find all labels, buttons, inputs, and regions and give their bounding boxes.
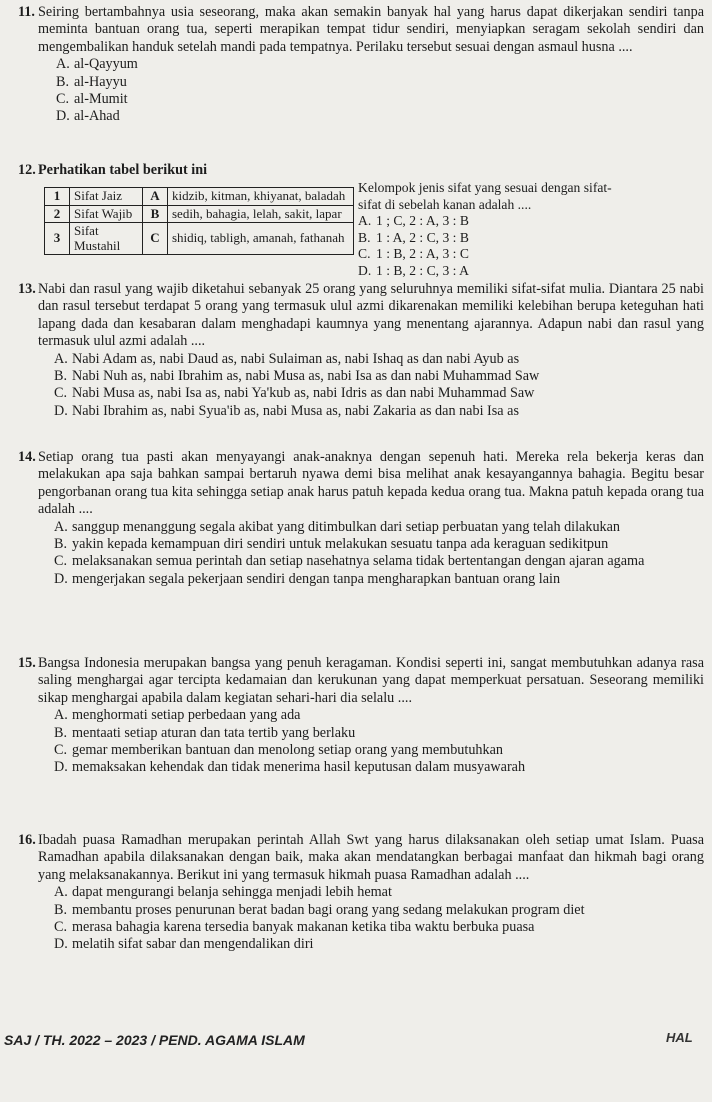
question-14 [18, 449, 704, 588]
option-d[interactable]: D. melatih sifat sabar dan mengendalikan diri [54, 936, 314, 953]
option-b[interactable]: B. Nabi Nuh as, nabi Ibrahim as, nabi Musa as, nabi Isa as dan nabi Muhammad Saw [54, 368, 540, 385]
question-number: 11. [18, 4, 35, 20]
option-a[interactable]: A. 1 ; C, 2 : A, 3 : B [358, 213, 469, 229]
table-row: 1 Sifat Jaiz A kidzib, kitman, khiyanat, baladah [45, 188, 354, 206]
question-11 [18, 4, 704, 126]
option-c[interactable]: C. melaksanakan semua perintah dan setiap nasehatnya selama tidak bertentangan dengan ajaran agama [54, 553, 645, 570]
question-number: 14. [18, 449, 36, 465]
question-stem: Bangsa Indonesia merupakan bangsa yang penuh keragaman. Kondisi seperti ini, sangat membutuhkan adanya rasa saling menghargai agar tercipta kedamaian dan kerukunan yang dapat memperkuat persatuan. Seseorang memiliki sikap menghargai apabila dalam kegiatan sehari-hari dia selalu .... [38, 655, 704, 706]
question-16 [18, 832, 704, 954]
question-stem: Setiap orang tua pasti akan menyayangi anak-anaknya dengan sepenuh hati. Mereka rela bekerja keras dan melakukan apa saja bahkan sampai bertaruh nyawa demi bisa melihat anak kesayangannya bahagia. Begitu besar pengorbanan orang tua kita sehingga setiap anak harus patuh kepada kedua orang tua. Makna patuh kepada orang tua adalah .... [38, 449, 704, 518]
option-a[interactable]: A. sanggup menanggung segala akibat yang ditimbulkan dari setiap perbuatan yang telah dilakukan [54, 518, 621, 535]
option-c[interactable]: C. 1 : B, 2 : A, 3 : C [358, 246, 469, 262]
table-row: 3 Sifat Mustahil C shidiq, tabligh, amanah, fathanah [45, 223, 354, 255]
option-d[interactable]: D. 1 : B, 2 : C, 3 : A [358, 262, 469, 278]
question-number: 15. [18, 655, 36, 671]
option-a[interactable]: A. dapat mengurangi belanja sehingga menjadi lebih hemat [54, 884, 392, 901]
option-a[interactable]: A. menghormati setiap perbedaan yang ada [54, 707, 301, 724]
question-15 [18, 655, 704, 777]
option-d[interactable]: D. al-Ahad [56, 108, 120, 125]
option-b[interactable]: B. yakin kepada kemampuan diri sendiri untuk melakukan sesuatu tanpa ada keraguan sedikitpun [54, 536, 609, 553]
footer-page-label: HAL [666, 1030, 693, 1045]
option-d[interactable]: D. mengerjakan segala pekerjaan sendiri dengan tanpa mengharapkan bantuan orang lain [54, 570, 561, 587]
option-d[interactable]: D. Nabi Ibrahim as, nabi Syua'ib as, nabi Musa as, nabi Zakaria as dan nabi Isa as [54, 402, 519, 419]
question-stem: Nabi dan rasul yang wajib diketahui sebanyak 25 orang yang seluruhnya memiliki sifat-sifat mulia. Diantara 25 nabi dan rasul tersebut terdapat 5 orang yang termasuk ulul azmi dikarenakan memiliki kelebihan berupa keteguhan hati lapang dada dan kesabaran dalam menghadapi kaumnya yang menentang ajarannya. Adapun nabi dan rasul yang termasuk ulul azmi adalah .... [38, 281, 704, 350]
option-b[interactable]: B. al-Hayyu [56, 73, 127, 90]
option-b[interactable]: B. mentaati setiap aturan dan tata tertib yang berlaku [54, 724, 356, 741]
option-b[interactable]: B. 1 : A, 2 : C, 3 : B [358, 229, 469, 245]
question-number: 16. [18, 832, 36, 848]
question-number: 13. [18, 281, 36, 297]
option-c[interactable]: C. merasa bahagia karena tersedia banyak makanan ketika tiba waktu berbuka puasa [54, 919, 535, 936]
question-stem: Ibadah puasa Ramadhan merupakan perintah Allah Swt yang harus dilaksanakan oleh setiap umat Islam. Puasa Ramadhan apabila dilaksanakan dengan baik, maka akan mendatangkan berbagai manfaat dan hikmah bagi orang yang melaksanakannya. Berikut ini yang termasuk hikmah puasa Ramadhan adalah .... [38, 832, 704, 883]
sifat-table [44, 187, 354, 255]
option-a[interactable]: A. al-Qayyum [56, 56, 138, 73]
table-row: 2 Sifat Wajib B sedih, bahagia, lelah, sakit, lapar [45, 205, 354, 223]
option-d[interactable]: D. memaksakan kehendak dan tidak menerima hasil keputusan dalam musyawarah [54, 759, 526, 776]
question-stem: Perhatikan tabel berikut ini [38, 162, 208, 178]
option-b[interactable]: B. membantu proses penurunan berat badan bagi orang yang sedang melakukan program diet [54, 901, 585, 918]
question-stem: Seiring bertambahnya usia seseorang, maka akan semakin banyak hal yang harus dapat dikerjakan sendiri tanpa meminta bantuan orang tua, seperti merapikan tempat tidur sendiri, menyiapkan seragam sekolah sendiri dan mengembalikan handuk setelah mandi pada tempatnya. Perilaku tersebut sesuai dengan asmaul husna .... [38, 4, 704, 55]
option-a[interactable]: A. Nabi Adam as, nabi Daud as, nabi Sulaiman as, nabi Ishaq as dan nabi Ayub as [54, 350, 520, 367]
option-c[interactable]: C. Nabi Musa as, nabi Isa as, nabi Ya'kub as, nabi Idris as dan nabi Muhammad Saw [54, 385, 535, 402]
option-c[interactable]: C. gemar memberikan bantuan dan menolong setiap orang yang membutuhkan [54, 742, 504, 759]
question-13 [18, 281, 704, 420]
question-12-prompt: Kelompok jenis sifat yang sesuai dengan sifat- sifat di sebelah kanan adalah .... A. 1 ; C, 2 : A, 3 : B B. 1 : A, 2 : C, 3 : B C. 1 : B, 2 : A, 3 : C D. 1 : B, 2 : C, 3 : A [358, 180, 698, 280]
question-12 [18, 162, 704, 179]
footer-exam-info: SAJ / TH. 2022 – 2023 / PEND. AGAMA ISLAM [4, 1032, 305, 1048]
option-c[interactable]: C. al-Mumit [56, 91, 128, 108]
question-number: 12. [18, 162, 36, 178]
